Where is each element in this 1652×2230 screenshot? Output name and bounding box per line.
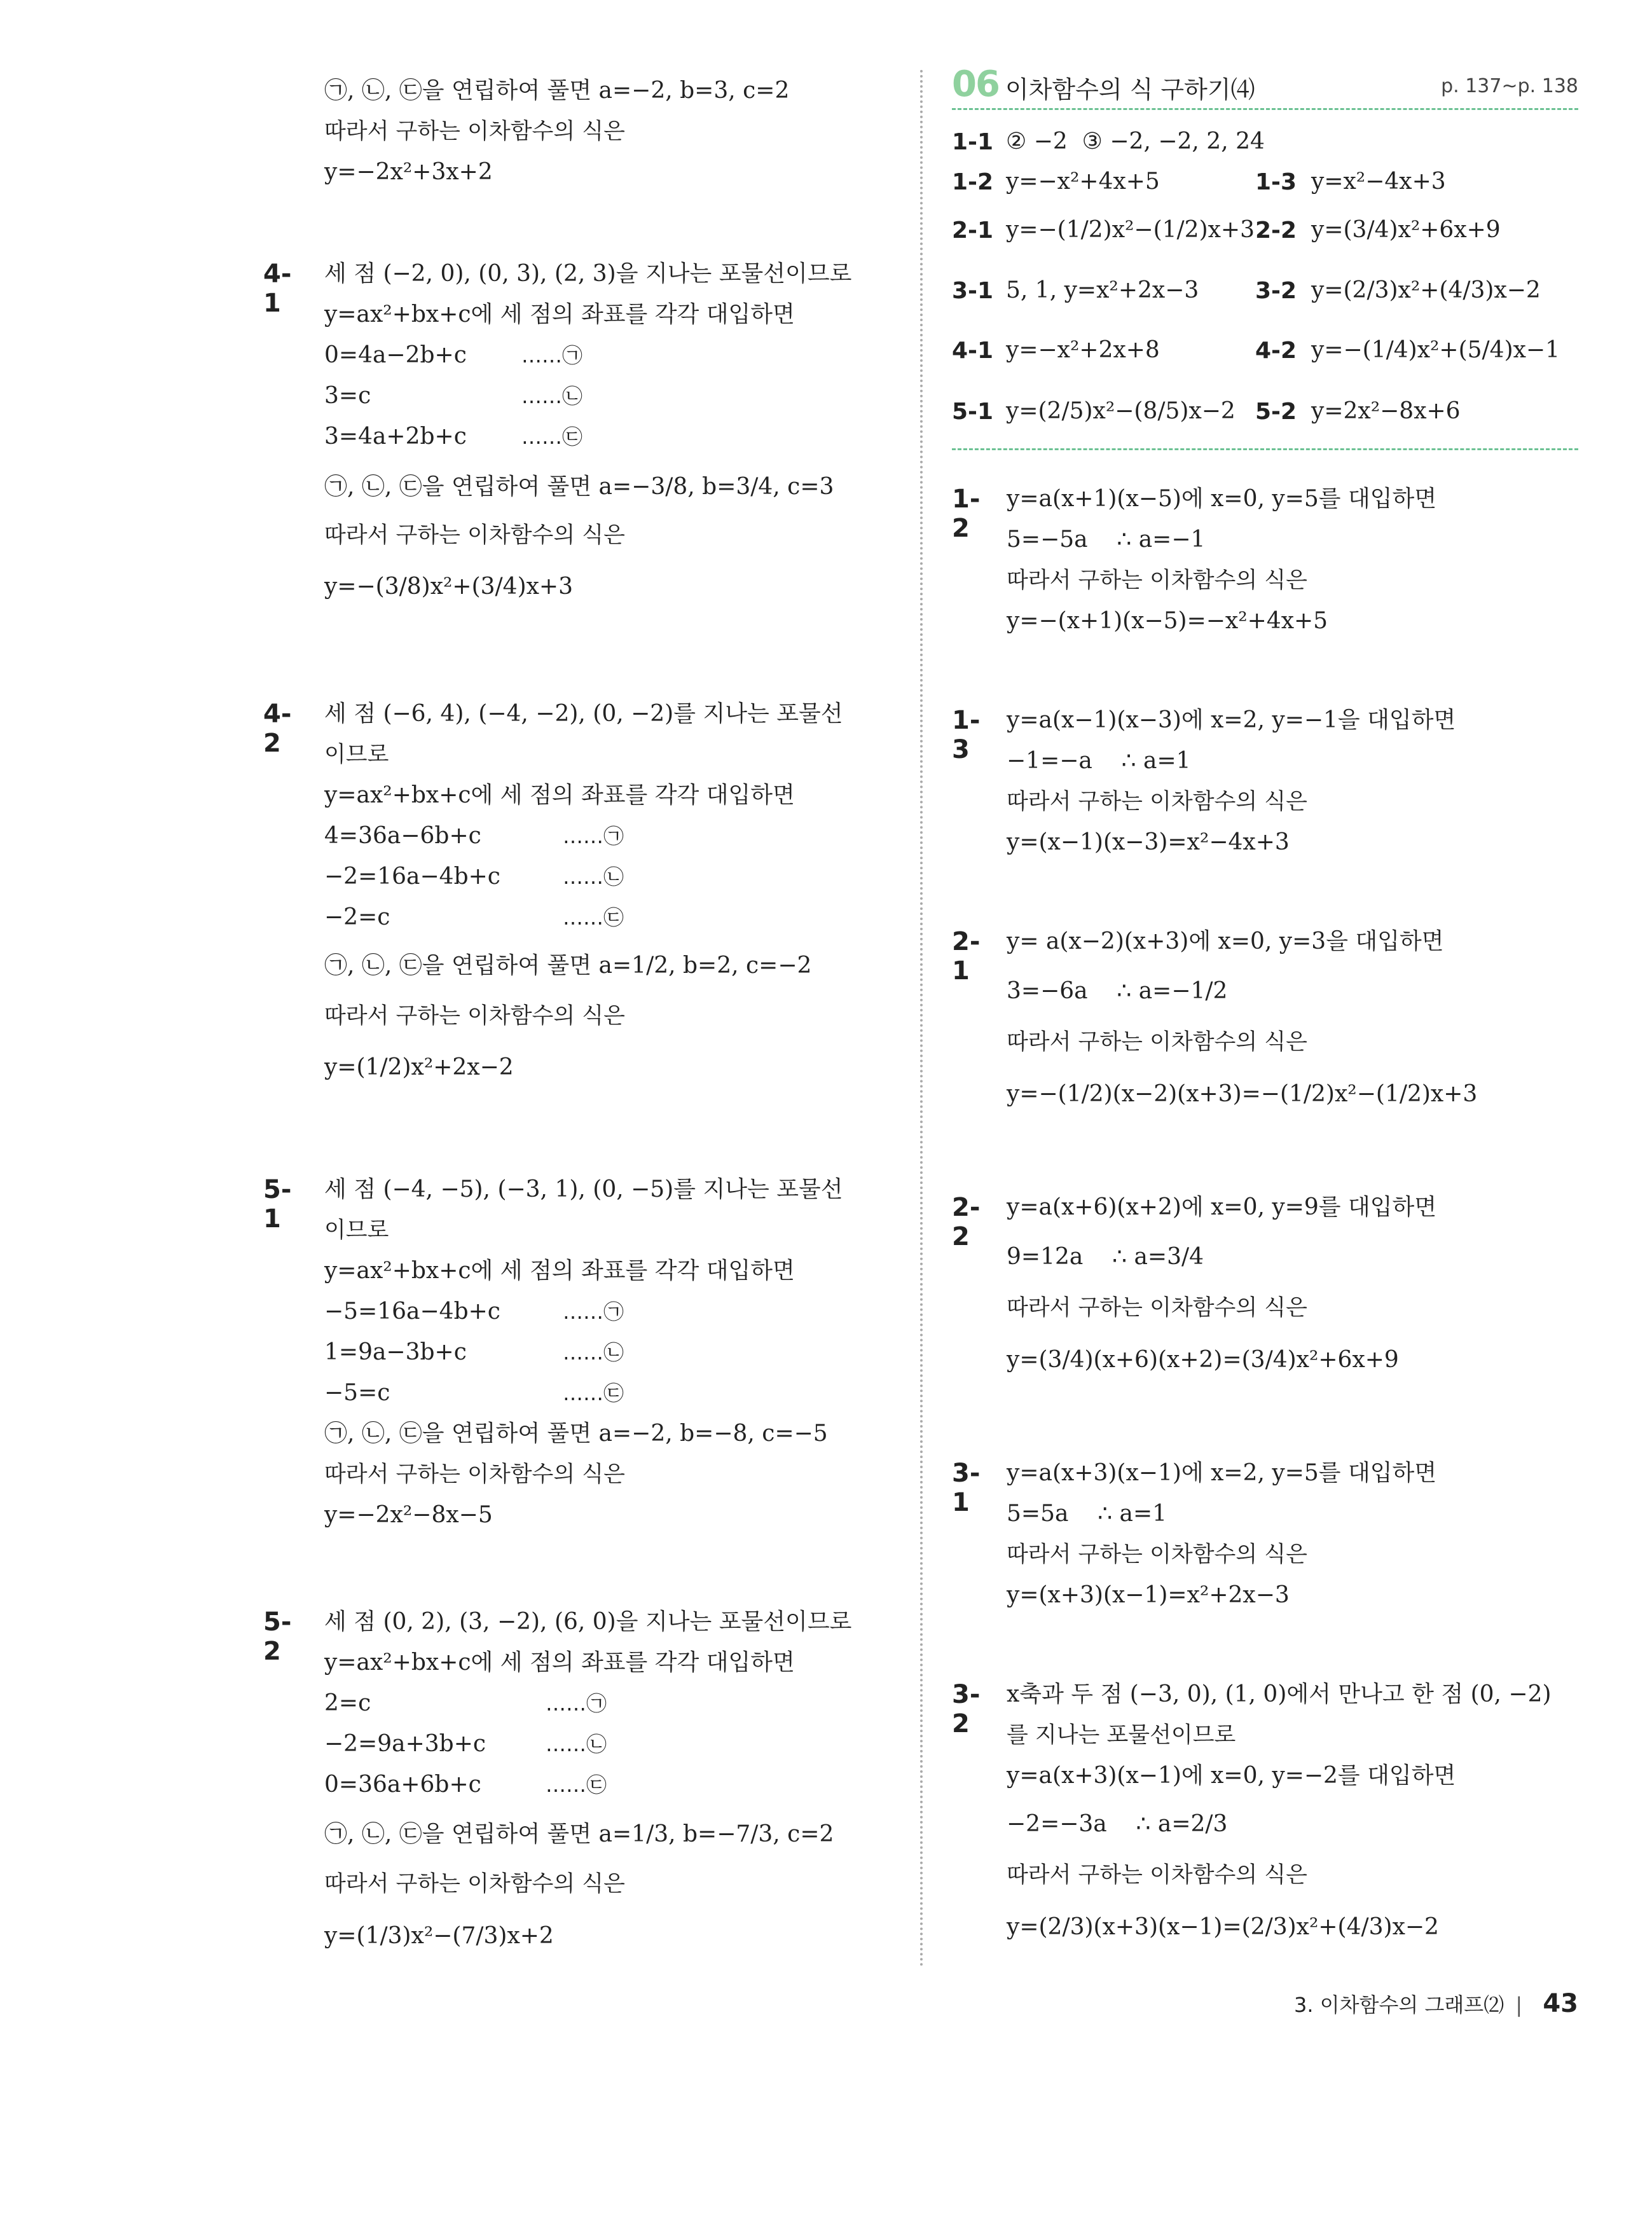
line-1: y=a(x−1)(x−3)에 x=2, y=−1을 대입하면 xyxy=(1007,707,1456,733)
equation-2: 3=c xyxy=(324,383,371,409)
conclusion: 따라서 구하는 이차함수의 식은 xyxy=(324,1871,625,1897)
conclusion: 따라서 구하는 이차함수의 식은 xyxy=(324,523,625,548)
answer-key-num: 5-2 xyxy=(1255,399,1297,425)
answer-key-text: y=−(1/4)x²+(5/4)x−1 xyxy=(1311,337,1560,363)
substitution: y=ax²+bx+c에 세 점의 좌표를 각각 대입하면 xyxy=(324,1649,795,1676)
line-3: 따라서 구하는 이차함수의 식은 xyxy=(1007,1029,1307,1055)
column-divider xyxy=(920,70,923,1968)
solution-number: 1-2 xyxy=(952,485,981,543)
equation-2: −2=9a+3b+c xyxy=(324,1731,486,1757)
solution-number: 2-2 xyxy=(952,1193,981,1251)
line-3: 따라서 구하는 이차함수의 식은 xyxy=(1007,789,1307,815)
statement: 세 점 (0, 2), (3, −2), (6, 0)을 지나는 포물선이므로 xyxy=(324,1609,852,1635)
marker-2: ……㉡ xyxy=(546,1732,607,1756)
answer-key-text: y=−x²+2x+8 xyxy=(1006,337,1160,363)
substitution: y=ax²+bx+c에 세 점의 좌표를 각각 대입하면 xyxy=(324,301,795,327)
line-4: y=(3/4)(x+6)(x+2)=(3/4)x²+6x+9 xyxy=(1007,1347,1399,1373)
solve-line: ㉠, ㉡, ㉢을 연립하여 풀면 a=−3/8, b=3/4, c=3 xyxy=(324,474,834,500)
answer-key-text: y=−(1/2)x²−(1/2)x+3 xyxy=(1006,217,1255,243)
line-1: y=a(x+6)(x+2)에 x=0, y=9를 대입하면 xyxy=(1007,1194,1437,1220)
equation-1: 2=c xyxy=(324,1690,371,1716)
answer: y=(1/3)x²−(7/3)x+2 xyxy=(324,1923,554,1949)
intro-line3: y=−2x²+3x+2 xyxy=(324,159,493,185)
answer-key-num: 1-1 xyxy=(952,129,994,155)
line-1: y= a(x−2)(x+3)에 x=0, y=3을 대입하면 xyxy=(1007,928,1444,954)
line-1: x축과 두 점 (−3, 0), (1, 0)에서 만나고 한 점 (0, −2) xyxy=(1007,1681,1552,1707)
answer-key-num: 4-2 xyxy=(1255,338,1297,364)
line-1: y=a(x+1)(x−5)에 x=0, y=5를 대입하면 xyxy=(1007,486,1437,512)
solve-line: ㉠, ㉡, ㉢을 연립하여 풀면 a=1/2, b=2, c=−2 xyxy=(324,953,812,979)
answer-key-num: 1-3 xyxy=(1255,169,1297,195)
statement-1: 세 점 (−6, 4), (−4, −2), (0, −2)를 지나는 포물선 xyxy=(324,701,843,727)
footer-divider: | xyxy=(1515,1993,1523,2017)
marker-2: ……㉡ xyxy=(563,1340,624,1365)
answer-key-num: 5-1 xyxy=(952,399,994,425)
solution-number: 3-1 xyxy=(952,1459,981,1517)
line-2: 3=−6a ∴ a=−1/2 xyxy=(1007,978,1228,1004)
answer-key-text: y=(2/3)x²+(4/3)x−2 xyxy=(1311,277,1541,303)
conclusion: 따라서 구하는 이차함수의 식은 xyxy=(324,1462,625,1487)
marker-1: ……㉠ xyxy=(563,824,624,848)
line-6: y=(2/3)(x+3)(x−1)=(2/3)x²+(4/3)x−2 xyxy=(1007,1914,1439,1940)
marker-1: ……㉠ xyxy=(546,1691,607,1716)
problem-number: 5-1 xyxy=(263,1175,292,1234)
answer-key-num: 1-2 xyxy=(952,169,994,195)
line-3: 따라서 구하는 이차함수의 식은 xyxy=(1007,1295,1307,1321)
solution-number: 1-3 xyxy=(952,706,981,764)
solution-number: 2-1 xyxy=(952,927,981,986)
substitution: y=ax²+bx+c에 세 점의 좌표를 각각 대입하면 xyxy=(324,782,795,808)
answer-key-num: 3-1 xyxy=(952,278,994,304)
equation-3: −2=c xyxy=(324,904,390,930)
statement-2: 이므로 xyxy=(324,742,389,767)
conclusion: 따라서 구하는 이차함수의 식은 xyxy=(324,1003,625,1029)
problem-number: 4-2 xyxy=(263,699,292,758)
line-3: y=a(x+3)(x−1)에 x=0, y=−2를 대입하면 xyxy=(1007,1763,1456,1789)
marker-3: ……㉢ xyxy=(563,1381,624,1405)
problem-number: 4-1 xyxy=(263,259,292,318)
line-4: y=(x−1)(x−3)=x²−4x+3 xyxy=(1007,829,1290,855)
answer-key-text: ② −2 ③ −2, −2, 2, 24 xyxy=(1006,128,1265,155)
answer-key-num: 3-2 xyxy=(1255,278,1297,304)
answer: y=(1/2)x²+2x−2 xyxy=(324,1054,514,1080)
equation-1: 4=36a−6b+c xyxy=(324,823,481,849)
answer-key-text: y=−x²+4x+5 xyxy=(1006,169,1160,195)
line-5: 따라서 구하는 이차함수의 식은 xyxy=(1007,1862,1307,1888)
equation-3: 3=4a+2b+c xyxy=(324,423,467,450)
marker-2: ……㉡ xyxy=(563,865,624,889)
answer-key-num: 4-1 xyxy=(952,338,994,364)
marker-2: ……㉡ xyxy=(521,384,583,408)
page-number: 43 xyxy=(1543,1989,1578,2018)
line-4: y=−(x+1)(x−5)=−x²+4x+5 xyxy=(1007,608,1328,634)
equation-2: −2=16a−4b+c xyxy=(324,864,500,890)
line-4: y=(x+3)(x−1)=x²+2x−3 xyxy=(1007,1582,1290,1608)
answer-key-num: 2-1 xyxy=(952,217,994,244)
statement: 세 점 (−2, 0), (0, 3), (2, 3)을 지나는 포물선이므로 xyxy=(324,261,852,287)
line-2: 5=5a ∴ a=1 xyxy=(1007,1501,1167,1527)
line-2: 5=−5a ∴ a=−1 xyxy=(1007,527,1206,553)
marker-1: ……㉠ xyxy=(563,1300,624,1324)
answer: y=−2x²−8x−5 xyxy=(324,1502,493,1528)
equation-3: −5=c xyxy=(324,1380,390,1406)
line-2: 9=12a ∴ a=3/4 xyxy=(1007,1244,1204,1270)
equation-2: 1=9a−3b+c xyxy=(324,1339,467,1365)
line-2: 를 지나는 포물선이므로 xyxy=(1007,1723,1236,1748)
page-range: p. 137~p. 138 xyxy=(1441,75,1578,97)
answer-key-num: 2-2 xyxy=(1255,217,1297,244)
line-3: 따라서 구하는 이차함수의 식은 xyxy=(1007,1542,1307,1567)
header-separator xyxy=(952,108,1578,110)
answer-key-text: y=x²−4x+3 xyxy=(1311,169,1446,195)
intro-line2: 따라서 구하는 이차함수의 식은 xyxy=(324,119,625,144)
problem-number: 5-2 xyxy=(263,1607,292,1666)
line-3: 따라서 구하는 이차함수의 식은 xyxy=(1007,568,1307,593)
solve-line: ㉠, ㉡, ㉢을 연립하여 풀면 a=−2, b=−8, c=−5 xyxy=(324,1421,828,1447)
marker-3: ……㉢ xyxy=(546,1773,607,1797)
answer-key-text: y=(3/4)x²+6x+9 xyxy=(1311,217,1501,243)
chapter-label: 3. 이차함수의 그래프⑵ xyxy=(1294,1993,1504,2017)
line-4: −2=−3a ∴ a=2/3 xyxy=(1007,1811,1228,1837)
statement-2: 이므로 xyxy=(324,1218,389,1243)
marker-1: ……㉠ xyxy=(521,343,583,368)
marker-3: ……㉢ xyxy=(563,905,624,930)
statement-1: 세 점 (−4, −5), (−3, 1), (0, −5)를 지나는 포물선 xyxy=(324,1176,843,1202)
line-2: −1=−a ∴ a=1 xyxy=(1007,748,1191,774)
page-footer xyxy=(1294,1989,1578,2018)
marker-3: ……㉢ xyxy=(521,425,583,449)
section-header xyxy=(952,64,1578,111)
answer-key-text: y=(2/5)x²−(8/5)x−2 xyxy=(1006,398,1236,424)
answer-key-text: 5, 1, y=x²+2x−3 xyxy=(1006,277,1199,303)
answer: y=−(3/8)x²+(3/4)x+3 xyxy=(324,574,573,600)
section-title: 이차함수의 식 구하기⑷ xyxy=(1005,76,1255,104)
solution-number: 3-2 xyxy=(952,1680,981,1738)
solve-line: ㉠, ㉡, ㉢을 연립하여 풀면 a=1/3, b=−7/3, c=2 xyxy=(324,1821,834,1847)
equation-1: −5=16a−4b+c xyxy=(324,1298,500,1325)
answer-key-separator xyxy=(952,448,1578,450)
equation-1: 0=4a−2b+c xyxy=(324,342,467,368)
section-number: 06 xyxy=(952,64,999,105)
intro-line1: ㉠, ㉡, ㉢을 연립하여 풀면 a=−2, b=3, c=2 xyxy=(324,78,790,104)
equation-3: 0=36a+6b+c xyxy=(324,1772,481,1798)
line-1: y=a(x+3)(x−1)에 x=2, y=5를 대입하면 xyxy=(1007,1460,1437,1486)
substitution: y=ax²+bx+c에 세 점의 좌표를 각각 대입하면 xyxy=(324,1258,795,1284)
answer-key-text: y=2x²−8x+6 xyxy=(1311,398,1461,424)
line-4: y=−(1/2)(x−2)(x+3)=−(1/2)x²−(1/2)x+3 xyxy=(1007,1081,1478,1107)
